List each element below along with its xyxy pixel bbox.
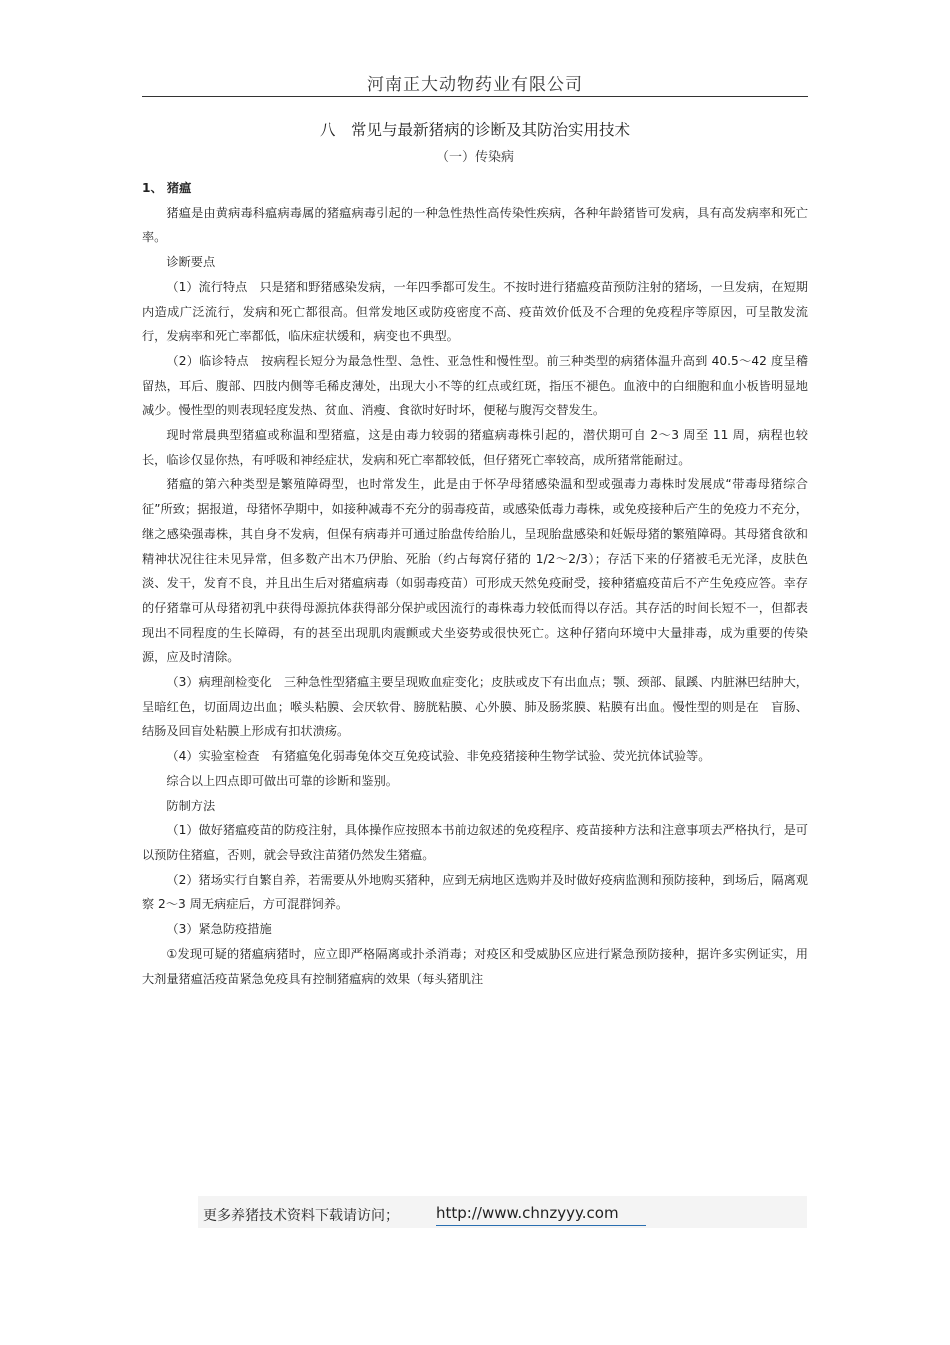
- paragraph-pathology: （3）病理剖检变化 三种急性型猪瘟主要呈现败血症变化；皮肤或皮下有出血点；颚、颈部、鼠蹊、内脏淋巴结肿大，呈暗红色，切面周边出血；喉头粘膜、会厌软骨、膀胱粘膜、心外膜、肺及肠浆膜、粘膜有出血。慢性型的则是在 盲肠、结肠及回盲处粘膜上形成有扣状溃疡。: [142, 675, 808, 739]
- header-divider: [142, 96, 808, 97]
- section-heading: 1、 猪瘟: [142, 181, 192, 195]
- paragraph-summary: 综合以上四点即可做出可靠的诊断和鉴别。: [166, 773, 398, 788]
- paragraph-vaccination: （1）做好猪瘟疫苗的防疫注射，具体操作应按照本书前边叙述的免疫程序、疫苗接种方法和注意事项去严格执行，是可以预防住猪瘟，否则，就会导致注苗猪仍然发生猪瘟。: [142, 823, 808, 862]
- paragraph-atypical: 现时常晨典型猪瘟或称温和型猪瘟，这是由毒力较弱的猪瘟病毒株引起的，潜伏期可自 2～3 周至 11 周，病程也较长，临诊仅显你热，有呼吸和神经症状，发病和死亡率都较低，但仔猪死亡率较高，成所猪常能耐过。: [142, 428, 808, 467]
- footer-link-underline: [436, 1225, 646, 1226]
- heading-prevention: 防制方法: [166, 798, 216, 813]
- paragraph-intro: 猪瘟是由黄病毒科瘟病毒属的猪瘟病毒引起的一种急性热性高传染性疾病，各种年龄猪皆可发病，具有高发病率和死亡率。: [142, 205, 808, 245]
- paragraph-reproductive: 猪瘟的第六种类型是繁殖障碍型，也时常发生，此是由于怀孕母猪感染温和型或强毒力毒株时发展成“带毒母猪综合征”所致；据报道，母猪怀孕期中，如接种减毒不充分的弱毒疫苗，或感染低毒力毒株，或免疫接种后产生的免疫力不充分，继之感染强毒株，其自身不发病，但保有病毒并可通过胎盘传给胎儿，呈现胎盘感染和妊娠母猪的繁殖障碍。其母猪食欲和精神状况往往未见异常，但多数产出木乃伊胎、死胎（约占每窝仔猪的 1/2～2/3）；存活下来的仔猪被毛无光泽，皮肤色淡、发干，发育不良，并且出生后对猪瘟病毒（如弱毒疫苗）可形成天然免疫耐受，接种猪瘟疫苗后不产生免疫应答。幸存的仔猪靠可从母猪初乳中获得母源抗体获得部分保护或因流行的毒株毒力较低而得以存活。其存活的时间长短不一，但都表现出不同程度的生长障碍，有的甚至出现肌肉震颤或犬坐姿势或很快死亡。这种仔猪向环境中大量排毒，成为重要的传染源，应及时清除。: [142, 477, 808, 665]
- paragraph-self-breeding: （2）猪场实行自繁自养，若需要从外地购买猪种，应到无病地区选购并及时做好疫病监测和预防接种，到场后，隔离观察 2～3 周无病症后，方可混群饲养。: [142, 872, 808, 912]
- paragraph-clinical: （2）临诊特点 按病程长短分为最急性型、急性、亚急性和慢性型。前三种类型的病猪体温升高到 40.5～42 度呈稽留热，耳后、腹部、四肢内侧等毛稀皮薄处，出现大小不等的红点或红斑，指压不褪色。血液中的白细胞和血小板皆明显地减少。慢性型的则表现轻度发热、贫血、消瘦、食欲时好时坏，便秘与腹泻交替发生。: [142, 353, 808, 418]
- paragraph-emergency: ①发现可疑的猪瘟病猪时，应立即严格隔离或扑杀消毒；对疫区和受威胁区应进行紧急预防接种，据许多实例证实，用大剂量猪瘟活疫苗紧急免疫具有控制猪瘟病的效果（每头猪肌注: [142, 946, 808, 986]
- header-company-name: 河南正大动物药业有限公司: [367, 75, 583, 95]
- paragraph-lab-test: （4）实验室检查 有猪瘟兔化弱毒兔体交互免疫试验、非免疫猪接种生物学试验、荧光抗体试验等。: [166, 749, 711, 764]
- heading-emergency: （3）紧急防疫措施: [166, 922, 272, 937]
- footer-text: 更多养猪技术资料下载请访问；: [203, 1208, 399, 1224]
- footer-link[interactable]: http://www.chnzyyy.com: [436, 1204, 619, 1222]
- document-body: [142, 176, 808, 991]
- document-title: 八 常见与最新猪病的诊断及其防治实用技术: [319, 121, 630, 139]
- heading-diagnosis: 诊断要点: [166, 255, 216, 270]
- document-subtitle: （一）传染病: [435, 150, 514, 165]
- paragraph-epidemiology: （1）流行特点 只是猪和野猪感染发病，一年四季都可发生。不按时进行猪瘟疫苗预防注射的猪场，一旦发病，在短期内造成广泛流行，发病和死亡都很高。但常发地区或防疫密度不高、疫苗效价低及不合理的免疫程序等原因，可呈散发流行，发病率和死亡率都低，临床症状缓和，病变也不典型。: [142, 279, 808, 344]
